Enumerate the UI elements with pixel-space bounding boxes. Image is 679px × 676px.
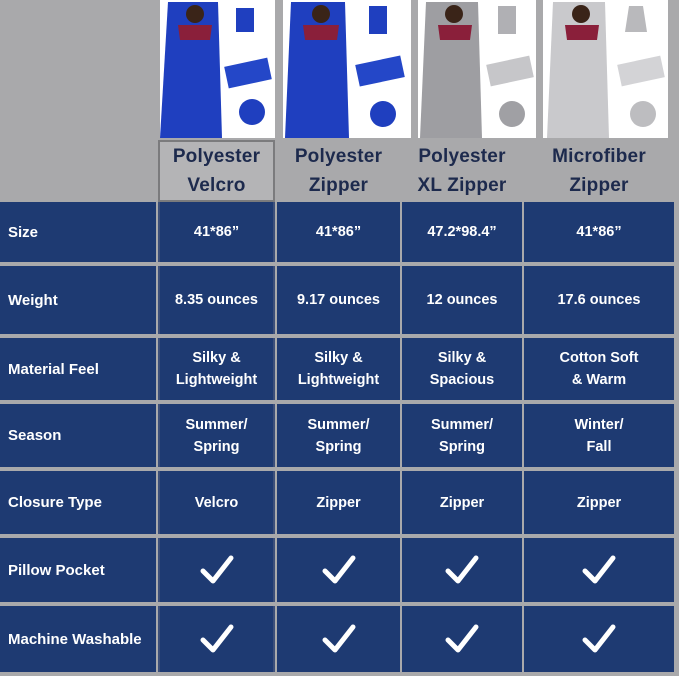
column-header-line2: Zipper — [308, 175, 369, 196]
table-cell: 12 ounces — [402, 266, 522, 334]
table-cell — [524, 404, 674, 467]
table-cell — [158, 538, 275, 602]
table-cell — [277, 606, 400, 672]
cell-line: Silky & — [192, 350, 241, 366]
table-cell: Zipper — [402, 471, 522, 534]
table-cell — [402, 538, 522, 602]
row-label: Pillow Pocket — [0, 538, 156, 602]
row-label: Machine Washable — [0, 606, 156, 672]
product-image-polyester-zipper — [283, 0, 411, 138]
column-header — [524, 142, 674, 200]
table-cell — [277, 404, 400, 467]
row-label: Closure Type — [0, 471, 156, 534]
blue-sleeping-liner-illustration — [283, 0, 411, 138]
column-header — [402, 142, 522, 200]
cell-line: & Warm — [571, 372, 627, 388]
cell-line: Spacious — [429, 372, 495, 388]
light-gray-sleeping-liner-illustration — [543, 0, 668, 138]
check-icon — [322, 624, 356, 654]
cell-line: Spring — [439, 438, 485, 455]
check-icon — [582, 624, 616, 654]
column-header-line1: Polyester — [294, 146, 383, 167]
cell-line: Summer/ — [430, 416, 494, 433]
cell-line: Summer/ — [307, 416, 370, 433]
table-cell: 17.6 ounces — [524, 266, 674, 334]
table-cell — [158, 404, 275, 467]
table-cell: Velcro — [158, 471, 275, 534]
check-icon — [200, 555, 234, 585]
table-cell: Zipper — [524, 471, 674, 534]
table-cell: 41*86” — [277, 202, 400, 262]
check-icon — [322, 555, 356, 585]
cell-line: Cotton Soft — [559, 350, 639, 366]
column-header-line2: Velcro — [187, 175, 246, 196]
product-image-polyester-velcro — [160, 0, 275, 138]
check-icon — [445, 555, 479, 585]
table-cell: 47.2*98.4” — [402, 202, 522, 262]
table-cell: 41*86” — [524, 202, 674, 262]
table-cell — [277, 538, 400, 602]
cell-line: Lightweight — [297, 372, 380, 388]
row-label: Size — [0, 202, 156, 262]
column-header — [277, 142, 400, 200]
row-label: Material Feel — [0, 338, 156, 400]
table-cell — [402, 338, 522, 400]
row-label: Season — [0, 404, 156, 467]
cell-line: Lightweight — [175, 372, 258, 388]
table-cell: Zipper — [277, 471, 400, 534]
table-cell: 41*86” — [158, 202, 275, 262]
cell-line: Summer/ — [185, 416, 248, 433]
table-cell — [524, 538, 674, 602]
table-cell — [158, 606, 275, 672]
column-header-line2: XL Zipper — [417, 175, 507, 196]
check-icon — [445, 624, 479, 654]
table-cell — [402, 404, 522, 467]
cell-line: Spring — [193, 438, 240, 455]
gray-sleeping-liner-illustration — [418, 0, 536, 138]
table-cell — [402, 606, 522, 672]
cell-line: Spring — [315, 438, 362, 455]
product-image-polyester-xl-zipper — [418, 0, 536, 138]
row-label: Weight — [0, 266, 156, 334]
column-header-line1: Polyester — [418, 146, 506, 167]
cell-line: Winter/ — [574, 416, 624, 433]
column-header-line1: Polyester — [172, 146, 261, 167]
cell-line: Silky & — [314, 350, 363, 366]
table-cell — [158, 338, 275, 400]
table-cell: 9.17 ounces — [277, 266, 400, 334]
table-cell — [277, 338, 400, 400]
cell-line: Silky & — [437, 350, 487, 366]
blue-sleeping-liner-illustration — [160, 0, 275, 138]
table-cell — [524, 606, 674, 672]
product-image-microfiber-zipper — [543, 0, 668, 138]
column-header-line2: Zipper — [569, 175, 629, 196]
check-icon — [200, 624, 234, 654]
column-header-line1: Microfiber — [552, 146, 646, 167]
check-icon — [582, 555, 616, 585]
column-header — [158, 142, 275, 200]
cell-line: Fall — [586, 438, 612, 455]
table-cell: 8.35 ounces — [158, 266, 275, 334]
table-cell — [524, 338, 674, 400]
